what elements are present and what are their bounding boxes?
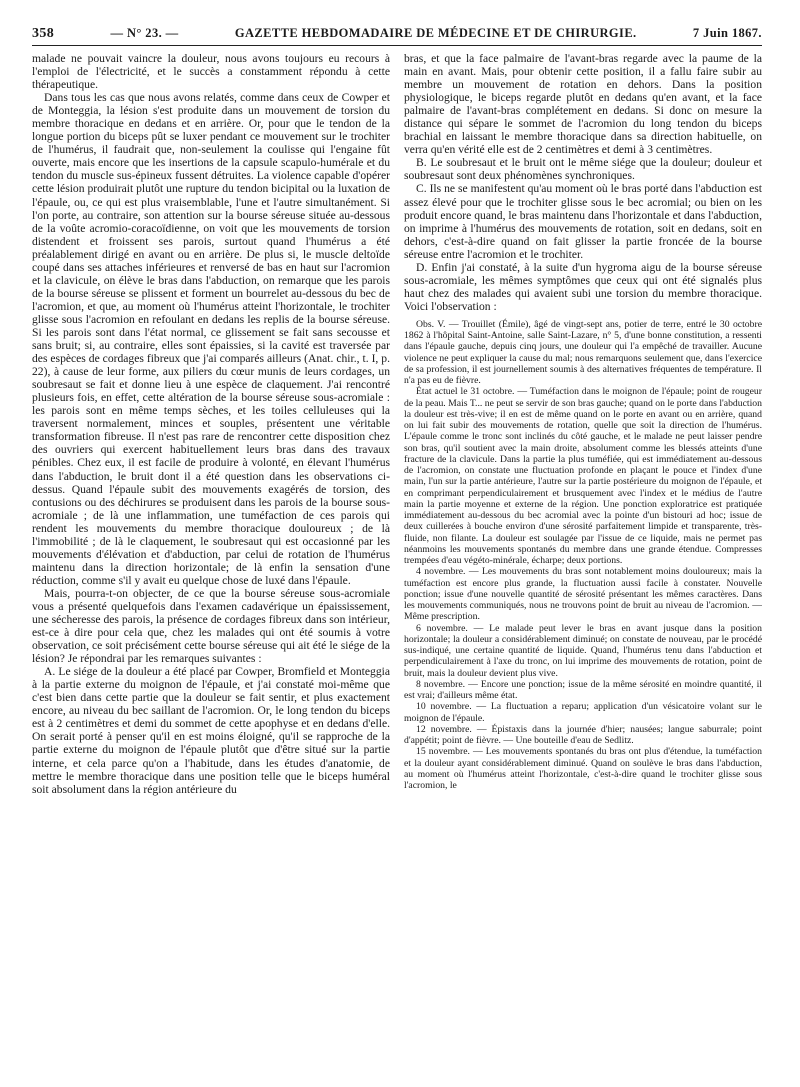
- journal-title: GAZETTE HEBDOMADAIRE DE MÉDECINE ET DE CHIRURGIE.: [234, 26, 637, 40]
- left-column: [32, 52, 390, 1072]
- page-number: 358: [32, 26, 55, 41]
- observation-paragraph: 12 novembre. — Épistaxis dans la journée d'hier; nausées; langue saburrale; point d'appétit; point de fièvre. — Une bouteille d'eau de Sedlitz.: [404, 723, 762, 747]
- paragraph: D. Enfin j'ai constaté, à la suite d'un hygroma aigu de la bourse séreuse sous-acromiale, les mêmes symptômes que ceux qui ont été signalés plus haut chez des malades qui avaient subi une torsion du membre thoracique. Voici l'observation :: [404, 260, 762, 313]
- observation-paragraph: 8 novembre. — Encore une ponction; issue de la même sérosité en moindre quantité, il est vrai; d'ailleurs même état.: [404, 678, 762, 702]
- paragraph: bras, et que la face palmaire de l'avant-bras regarde avec la paume de la main en avant. Mais, pour obtenir cette position, il a fallu faire subir au membre un mouvement de rotation en dehors. Dans la position physiologique, le biceps regarde plutôt en dedans qu'en avant, et la face palmaire de l'avant-bras complétement en dedans. Si donc on mesure la distance qui sépare le sommet de l'acromion du long tendon du biceps brachial en laissant le membre thoracique dans sa direction habituelle, on verra qu'en vérité elle est de 2 centimètres et demi à 3 centimètres.: [404, 52, 762, 157]
- paragraph: Mais, pourra-t-on objecter, de ce que la bourse séreuse sous-acromiale vous a présenté quelquefois dans l'examen cadavérique un épaississement, une sécheresse des parois, la présence de cordages fibreux dans son intérieur, est-ce à dire pour cela que, chez les malades qui ont été soumis à votre observation, ce soit précisément cette bourse séreuse qui ait été le siége de la lésion? Je répondrai par les remarques suivantes :: [32, 586, 390, 666]
- issue-number: — N° 23. —: [110, 26, 179, 40]
- paragraph: malade ne pouvait vaincre la douleur, nous avons toujours eu recours à l'emploi de l'électricité, et le succès a constamment répondu à cette thérapeutique.: [32, 52, 390, 92]
- observation-paragraph: 4 novembre. — Les mouvements du bras sont notablement moins douloureux; mais la tuméfaction est encore plus grande, la fluctuation aussi facile à constater. Nouvelle ponction; issue d'une nouvelle quantité de sérosité présentant les mêmes caractères. Dans les mouvements communiqués, nous ne trouvons point de bruit au niveau de l'acromion. — Même prescription.: [404, 566, 762, 623]
- observation-paragraph: 10 novembre. — La fluctuation a reparu; application d'un vésicatoire volant sur le moignon de l'épaule.: [404, 701, 762, 724]
- observation-paragraph: Obs. V. — Trouillet (Émile), âgé de vingt-sept ans, potier de terre, entré le 30 octobre 1862 à l'hôpital Saint-Antoine, salle Saint-Lazare, n° 5, d'une bonne constitution, a ressenti dans l'épaule gauche, depuis cinq jours, une douleur qui l'a empêché de travailler. Aucune violence ne peut expliquer la cause du mal; nous remarquons seulement que, dans l'exercice de sa profession, il est journellement soumis à des alternatives fréquentes de température. Il n'a pas eu de fièvre.: [404, 318, 762, 387]
- article-columns: [32, 52, 762, 1072]
- paragraph: B. Le soubresaut et le bruit ont le même siége que la douleur; douleur et soubresaut sont deux phénomènes synchroniques.: [404, 156, 762, 183]
- running-header: [32, 26, 762, 46]
- observation-paragraph: État actuel le 31 octobre. — Tuméfaction dans le moignon de l'épaule; point de rougeur de la peau. Mais T... ne peut se servir de son bras gauche; quand on le porte dans l'abduction la douleur est très-vive; il en est de même quand on le porte en avant ou en arrière, quand on lui fait subir des mouvements de rotation, quelle que soit la direction de l'humérus. L'épaule comme le tronc sont inclinés du côté gauche, et le malade ne peut laisser pendre son bras, qu'il soutient avec la main droite, absolument comme les blessés atteints d'une fracture de la clavicule. Dans la partie la plus tuméfiée, qui est immédiatement au-dessous de l'acromion, on constate une fluctuation profonde en plaçant le pouce et l'index d'une main, l'un sur la partie antérieure, l'autre sur la partie postérieure du moignon de l'épaule, et en comprimant perpendiculairement et brusquement avec l'index et le médius de l'autre main la partie moyenne et externe de la région. Une ponction exploratrice est pratiquée immédiatement au-dessous du bec acromial avec la pointe d'un bistouri ad hoc; issue de deux cuillerées à bouche environ d'une sérosité parfaitement limpide et transparente, très-fluide, non filante. La douleur est soulagée par l'issue de ce liquide, mais ne permet pas néanmoins les mouvements spontanés du membre dans une grande étendue. Compresses trempées d'eau végéto-minérale, écharpe; deux portions.: [404, 386, 762, 567]
- paragraph: C. Ils ne se manifestent qu'au moment où le bras porté dans l'abduction est assez élevé pour que le trochiter glisse sous le bec acromial; ou bien on les produit encore quand, le bras maintenu dans l'horizontale et dans l'abduction, on imprime à l'humérus des mouvements de rotation, soit en dedans, soit en dehors, c'est-à-dire quand on fait glisser la partie froncée de la bourse séreuse entre l'acromion et le trochiter.: [404, 182, 762, 261]
- right-column: [404, 52, 762, 1072]
- issue-date: 7 Juin 1867.: [692, 26, 762, 40]
- paragraph: Dans tous les cas que nous avons relatés, comme dans ceux de Cowper et de Monteggia, la lésion s'est produite dans un mouvement de torsion du membre thoracique en dedans et en arrière. Or, pour que le tendon de la longue portion du biceps pût se luxer pendant ce mouvement sur le trochiter de l'humérus, il faudrait que, non-seulement la coulisse qui l'engaine fût ouverte, mais encore que les insertions de la capsule scapulo-humérale et du tendon du muscle sus-épineux fussent détruites. La violence capable d'opérer cette lésion produirait plutôt une rupture du tendon bicipital ou la luxation de l'épaule, ou, ce qui est plus vraisemblable, l'une et l'autre simultanément. Si l'on porte, au contraire, son attention sur la bourse séreuse située au-dessous de la voûte acromio-coracoïdienne, on voit que les mouvements de torsion distendent et froissent ses parois, surtout quand l'humérus a été préalablement dirigé en avant ou en arrière. De plus si, le muscle deltoïde coupé dans ses attaches inférieures et renversé de bas en haut sur l'acromion et la clavicule, on élève le bras dans l'abduction, on remarque que les parois de la bourse séreuse se plissent et forment un bourrelet au-dessous du bec de l'acromion, et que, au moment où l'humérus atteint l'horizontale, le trochiter glisse sous l'acromion en refoulant en dedans les replis de la bourse séreuse. Si les parois sont dans l'état normal, ce glissement se fait sans secousse et sans bruit; si, au contraire, elles sont épaissies, si la cavité est traversée par des espèces de cordages fibreux que j'ai comparés ailleurs (Anat. chir., t. I, p. 22), à cause de leur forme, aux piliers du cœur munis de leurs cordages, un soubresaut se fait et donne lieu à une espèce de claquement. J'ai rencontré plusieurs fois, en effet, cette altération de la bourse séreuse sous-acromiale : les parois sont en même temps sèches, et les toiles celluleuses qui la traversent normalement, minces et souples, présentent une véritable transformation fibreuse. Il n'est pas rare de rencontrer cette disposition chez des ouvriers qui exercent habituellement leurs bras dans des travaux pénibles. Chez eux, il est facile de produire à volonté, en élevant l'humérus dans l'abduction, le bruit dont il a été question dans les observations ci-dessus. Quand l'épaule subit des mouvements exagérés de torsion, des contusions ou des déchirures se produisent dans les parois de la bourse sous-acromiale ; de là une inflammation, une tuméfaction de ces parois qui rendent les mouvements du membre thoracique douloureux ; de là l'immobilité ; de là le claquement, le soubresaut qui est occasionné par les mouvements d'élévation et d'abduction, par celui de rotation de l'humérus maintenu dans la direction horizontale; de là enfin la sensation d'une réduction, comme s'il y avait eu quelque chose de luxé dans l'épaule.: [32, 91, 390, 587]
- paragraph: A. Le siége de la douleur a été placé par Cowper, Bromfield et Monteggia à la partie externe du moignon de l'épaule, et j'ai constaté moi-même que c'est bien dans cette partie que la douleur se fait sentir, et plus exactement encore, au niveau du bec saillant de l'acromion. Or, le long tendon du biceps est à 2 centimètres et demi du sommet de cette apophyse et en dedans d'elle. On serait porté à penser qu'il en est moins éloigné, qu'il se rapproche de la partie externe du moignon de l'épaule plutôt que d'être situé sur la partie interne, et cela parce qu'on a l'habitude, dans les études d'anatomie, de mettre le membre thoracique dans une position telle que le biceps huméral soit absolument dans la région antérieure du: [32, 665, 390, 796]
- observation-paragraph: 15 novembre. — Les mouvements spontanés du bras ont plus d'étendue, la tuméfaction et la douleur ayant considérablement diminué. Quand on soulève le bras dans l'abduction, au moment où l'humérus atteint l'horizontale, c'est-à-dire quand le trochiter glisse sous l'acromion, le: [404, 746, 762, 792]
- observation-paragraph: 6 novembre. — Le malade peut lever le bras en avant jusque dans la position horizontale; la douleur a considérablement diminué; on constate de nouveau, par le procédé sus-indiqué, une certaine quantité de liquide. Quand, l'humérus tenu dans l'abduction et perpendiculairement à l'axe du tronc, on lui imprime des mouvements de rotation, point de bruit, mais la douleur devient plus vive.: [404, 622, 762, 679]
